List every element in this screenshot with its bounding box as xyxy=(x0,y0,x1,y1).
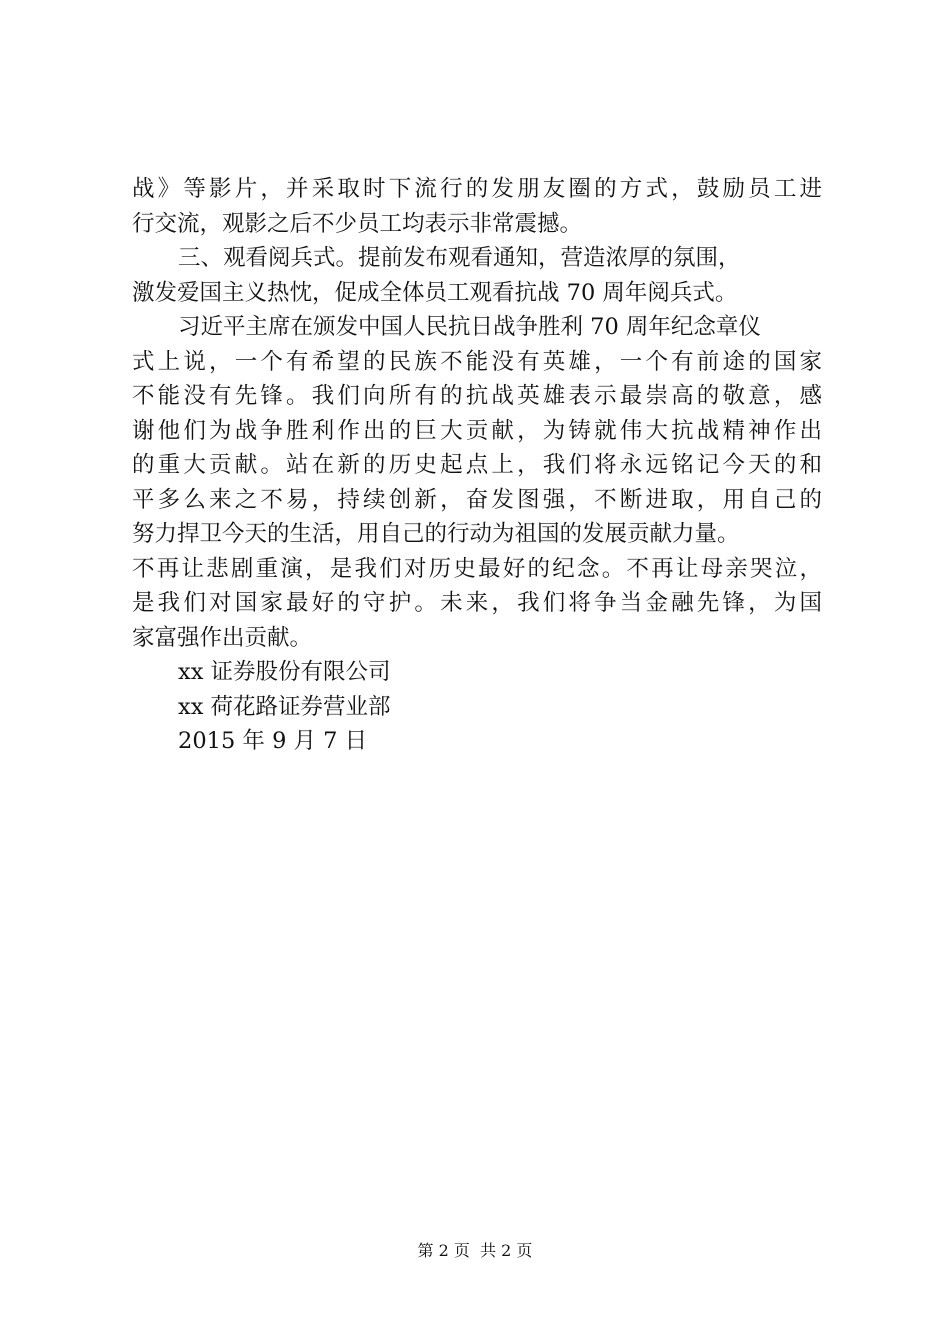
body-line: 是我们对国家最好的守护。未来，我们将争当金融先锋，为国 xyxy=(132,590,822,616)
body-line: 激发爱国主义热忱，促成全体员工观看抗战 70 周年阅兵式。 xyxy=(132,279,738,306)
signature-date: 2015 年 9 月 7 日 xyxy=(178,728,368,754)
body-line: 平多么来之不易，持续创新，奋发图强，不断进取，用自己的 xyxy=(132,486,822,513)
document-body xyxy=(132,172,822,759)
paragraph-start-line: 习近平主席在颁发中国人民抗日战争胜利 70 周年纪念章仪 xyxy=(178,314,761,340)
body-line: 不能没有先锋。我们向所有的抗战英雄表示最崇高的敬意，感 xyxy=(132,383,822,409)
page-number-label: 第 2 页 共 2 页 xyxy=(417,1241,533,1260)
body-line: 不再让悲剧重演，是我们对历史最好的纪念。不再让母亲哭泣， xyxy=(132,555,822,582)
body-line: 家富强作出贡献。 xyxy=(132,624,313,651)
body-line: 行交流，观影之后不少员工均表示非常震撼。 xyxy=(132,210,583,237)
body-line: 式上说，一个有希望的民族不能没有英雄，一个有前途的国家 xyxy=(132,348,822,375)
body-line: 努力捍卫今天的生活，用自己的行动为祖国的发展贡献力量。 xyxy=(132,521,740,547)
signature-company: xx 证券股份有限公司 xyxy=(178,659,391,685)
body-line: 战》等影片，并采取时下流行的发朋友圈的方式，鼓励员工进 xyxy=(132,176,822,202)
section-heading-line: 三、观看阅兵式。提前发布观看通知，营造浓厚的氛围， xyxy=(178,245,741,271)
body-line: 谢他们为战争胜利作出的巨大贡献，为铸就伟大抗战精神作出 xyxy=(132,417,822,444)
page-footer xyxy=(0,1241,950,1261)
body-line: 的重大贡献。站在新的历史起点上，我们将永远铭记今天的和 xyxy=(132,452,822,478)
signature-branch: xx 荷花路证券营业部 xyxy=(178,693,391,720)
